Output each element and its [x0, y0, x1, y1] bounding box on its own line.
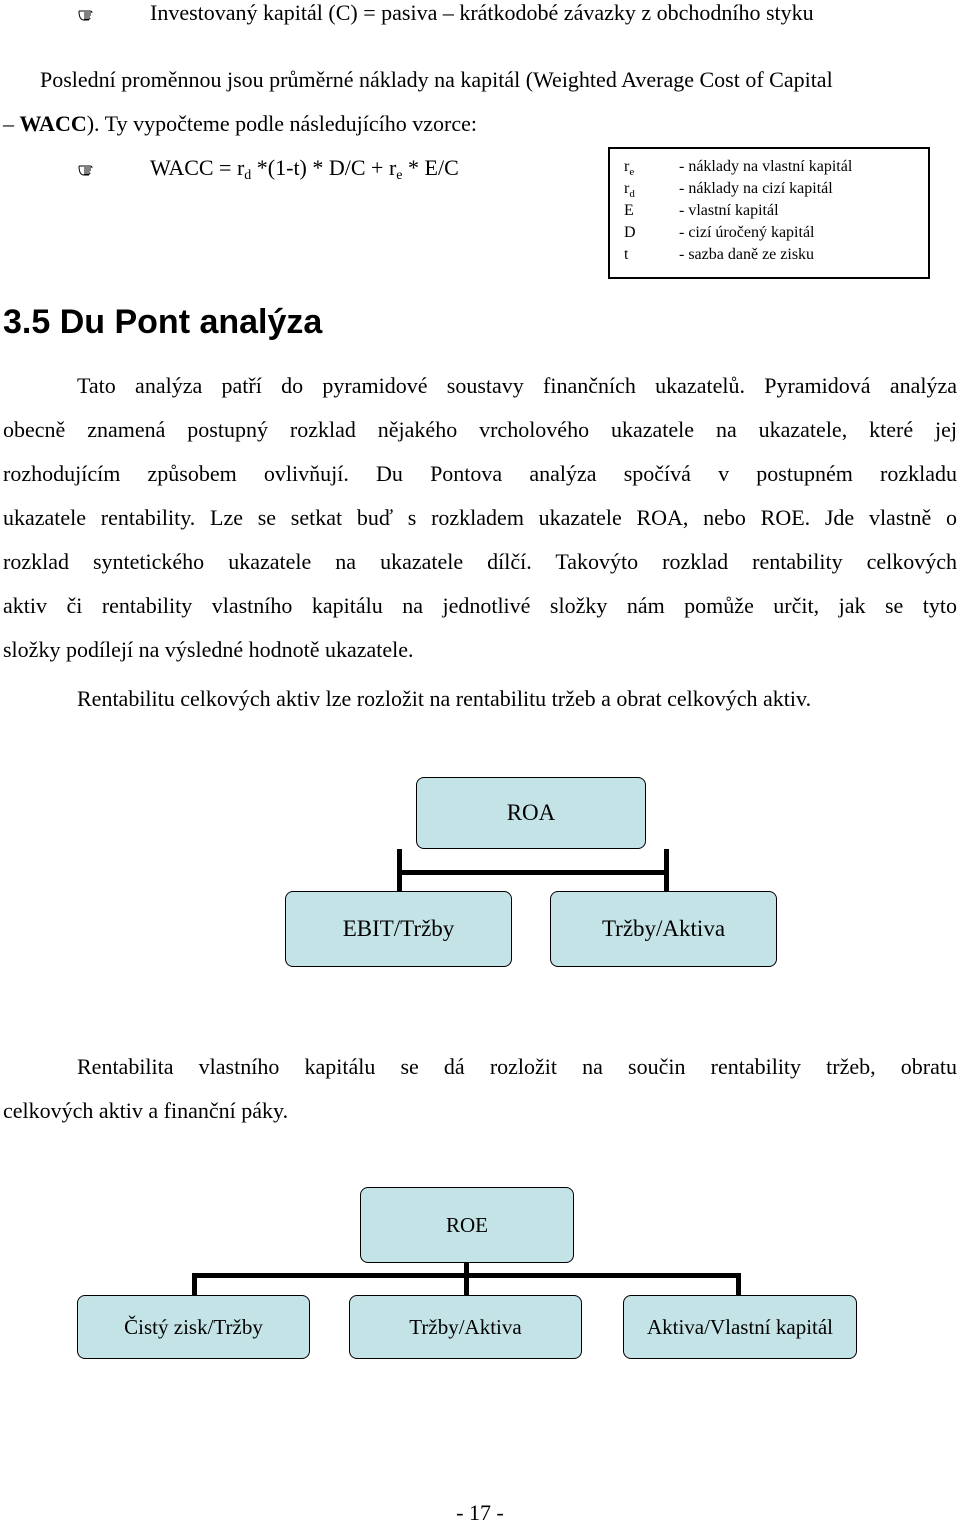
roe-root-box: ROE — [360, 1187, 574, 1263]
paragraph-line: celkových aktiv a finanční páky. — [3, 1098, 289, 1123]
legend-symbol — [624, 156, 664, 178]
wacc-legend-box — [608, 147, 930, 279]
legend-description: - náklady na cizí kapitál — [679, 180, 833, 197]
legend-sym-text: r — [624, 180, 630, 197]
pointing-hand-icon — [78, 4, 100, 22]
section-heading: 3.5 Du Pont analýza — [3, 303, 323, 341]
legend-description: - náklady na vlastní kapitál — [679, 158, 853, 175]
wacc-intro-rest: ). Ty vypočteme podle následujícího vzorce: — [86, 111, 477, 136]
dash: – — [3, 111, 20, 136]
legend-symbol — [624, 178, 664, 200]
paragraph-line: rozklad syntetického ukazatele na ukazatele dílčí. Takovýto rozklad rentability celkových — [3, 549, 957, 574]
connector-line — [464, 1263, 469, 1295]
paragraph-line: Rentabilita vlastního kapitálu se dá rozložit na součin rentability tržeb, obratu — [77, 1054, 957, 1079]
legend-sym-text: r — [624, 158, 630, 175]
formula-sub: d — [244, 168, 252, 183]
legend-sym-sub: e — [629, 166, 635, 178]
connector-line — [397, 870, 669, 875]
legend-symbol: D — [624, 224, 636, 241]
legend-symbol: t — [624, 246, 629, 263]
paragraph-line: ukazatele rentability. Lze se setkat buď s rozkladem ukazatele ROA, nebo ROE. Jde vlastně o — [3, 505, 957, 530]
paragraph-line: aktiv či rentability vlastního kapitálu na jednotlivé složky nám pomůže určit, jak se tyto — [3, 593, 957, 618]
roa-child-box: EBIT/Tržby — [285, 891, 512, 967]
bullet-text: Investovaný kapitál (C) = pasiva – krátkodobé závazky z obchodního styku — [150, 0, 814, 25]
legend-symbol: E — [624, 202, 634, 219]
formula-part: * E/C — [402, 155, 459, 180]
legend-description: - cizí úročený kapitál — [679, 224, 815, 241]
wacc-abbr: WACC — [19, 111, 87, 136]
paragraph-line: obecně znamená postupný rozklad nějakého vrcholového ukazatele na ukazatele, které jej — [3, 417, 957, 442]
legend-description: - vlastní kapitál — [679, 202, 779, 219]
roe-child-box: Čistý zisk/Tržby — [77, 1295, 310, 1359]
paragraph-line: rozhodujícím způsobem ovlivňují. Du Pontova analýza spočívá v postupném rozkladu — [3, 461, 957, 486]
legend-description: - sazba daně ze zisku — [679, 246, 815, 263]
roe-child-box: Aktiva/Vlastní kapitál — [623, 1295, 857, 1359]
roa-root-box: ROA — [416, 777, 646, 849]
paragraph-line: složky podílejí na výsledné hodnotě ukazatele. — [3, 637, 414, 662]
wacc-formula — [150, 155, 459, 181]
paragraph-roa-intro: Rentabilitu celkových aktiv lze rozložit na rentabilitu tržeb a obrat celkových aktiv. — [77, 686, 812, 711]
page-number: - 17 - — [456, 1500, 504, 1525]
pointing-hand-icon — [78, 159, 100, 177]
connector-line — [736, 1273, 741, 1295]
formula-sub: e — [396, 168, 403, 183]
wacc-intro-line1: Poslední proměnnou jsou průměrné náklady na kapitál (Weighted Average Cost of Capital — [40, 67, 833, 92]
roe-child-box: Tržby/Aktiva — [349, 1295, 582, 1359]
connector-line — [192, 1273, 197, 1295]
legend-sym-sub: d — [629, 188, 635, 200]
roa-child-box: Tržby/Aktiva — [550, 891, 777, 967]
formula-part: *(1-t) * D/C + r — [251, 155, 397, 180]
wacc-intro-line2 — [3, 111, 477, 137]
paragraph-line: Tato analýza patří do pyramidové soustavy finančních ukazatelů. Pyramidová analýza — [77, 373, 957, 398]
formula-part: WACC = r — [150, 155, 245, 180]
